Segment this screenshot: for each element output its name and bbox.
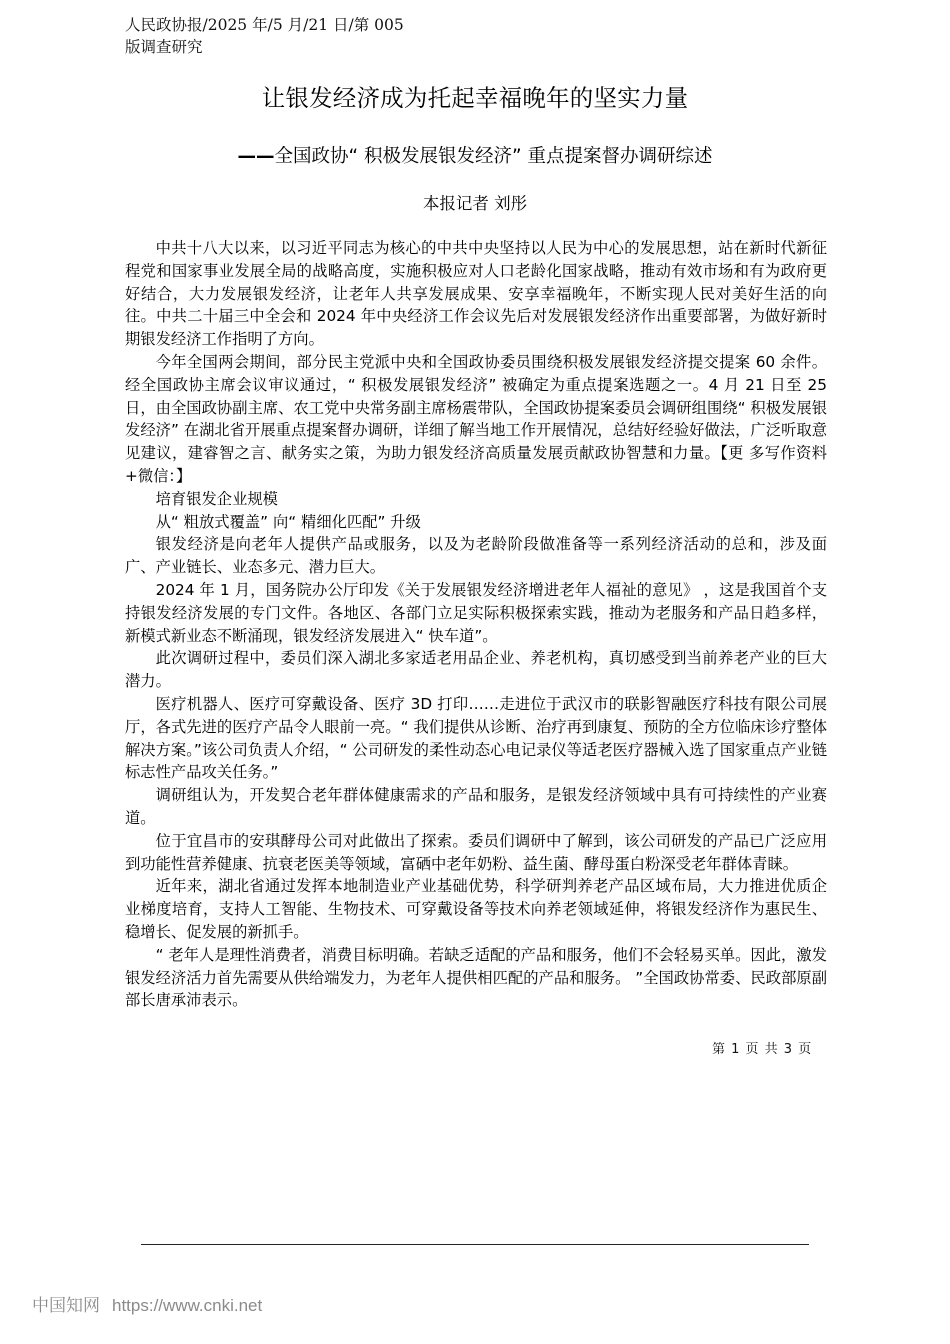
subtitle-dash: ——: [237, 146, 275, 167]
paragraph: 中共十八大以来，以习近平同志为核心的中共中央坚持以人民为中心的发展思想，站在新时代新征程党和国家事业发展全局的战略高度，实施积极应对人口老龄化国家战略，推动有效市场和有为政府更好结合，大力发展银发经济，让老年人共享发展成果、安享幸福晚年，不断实现人民对美好生活的向往。中共二十届三中全会和 2024 年中央经济工作会议先后对发展银发经济作出重要部署，为做好新时期银发经济工作指明了方向。: [125, 239, 827, 349]
source-citation: [125, 14, 404, 58]
section-heading: 培育银发企业规模: [155, 489, 278, 508]
paragraph: 医疗机器人、医疗可穿戴设备、医疗 3D 打印……走进位于武汉市的联影智融医疗科技有限公司展厅，各式先进的医疗产品令人眼前一亮。“ 我们提供从诊断、治疗再到康复、预防的全方位临床诊疗整体解决方案。”该公司负责人介绍，“ 公司研发的柔性动态心电记录仪等适老医疗器械入选了国家重点产业链标志性产品攻关任务。”: [125, 694, 827, 782]
source-line-2: 版调查研究: [125, 38, 203, 56]
article-body: [125, 237, 827, 1012]
paragraph: 2024 年 1 月，国务院办公厅印发《关于发展银发经济增进老年人福祉的意见》 ，这是我国首个支持银发经济发展的专门文件。各地区、各部门立足实际积极探索实践，推动为老服务和产品日趋多样，新模式新业态不断涌现，银发经济发展进入“ 快车道”。: [125, 580, 827, 645]
paragraph: 位于宜昌市的安琪酵母公司对此做出了探索。委员们调研中了解到，该公司研发的产品已广泛应用到功能性营养健康、抗衰老医美等领域，富硒中老年奶粉、益生菌、酵母蛋白粉深受老年群体青睐。: [125, 831, 827, 873]
article-subtitle: [0, 142, 950, 172]
watermark-url: https://www.cnki.net: [112, 1296, 263, 1315]
watermark-name: 中国知网: [32, 1296, 100, 1315]
source-line-1: 人民政协报/2025 年/5 月/21 日/第 005: [125, 16, 404, 34]
paragraph: 近年来，湖北省通过发挥本地制造业产业基础优势，科学研判养老产品区域布局，大力推进优质企业梯度培育，支持人工智能、生物技术、可穿戴设备等技术向养老领域延伸，将银发经济作为惠民生、稳增长、促发展的新抓手。: [125, 877, 827, 941]
article-title: 让银发经济成为托起幸福晚年的坚实力量: [261, 84, 689, 112]
paragraph: 此次调研过程中，委员们深入湖北多家适老用品企业、养老机构，真切感受到当前养老产业的巨大潜力。: [125, 649, 827, 691]
page-indicator: 第 1 页 共 3 页: [712, 1042, 813, 1057]
paragraph: “ 老年人是理性消费者，消费目标明确。若缺乏适配的产品和服务，他们不会轻易买单。因此，激发银发经济活力首先需要从供给端发力，为老年人提供相匹配的产品和服务。 ”全国政协常委、民政部原副部长唐承沛表示。: [125, 945, 827, 1010]
byline: 本报记者 刘彤: [422, 194, 528, 213]
section-subheading: 从“ 粗放式覆盖” 向“ 精细化匹配” 升级: [155, 512, 421, 531]
cnki-watermark: [32, 1294, 262, 1318]
paragraph: 调研组认为，开发契合老年群体健康需求的产品和服务，是银发经济领域中具有可持续性的产业赛道。: [125, 786, 827, 827]
paragraph: 银发经济是向老年人提供产品或服务，以及为老龄阶段做准备等一系列经济活动的总和，涉及面广、产业链长、业态多元、潜力巨大。: [125, 535, 827, 577]
subtitle-text: 全国政协“ 积极发展银发经济” 重点提案督办调研综述: [274, 146, 713, 167]
footer-divider: [141, 1244, 809, 1245]
paragraph: 今年全国两会期间，部分民主党派中央和全国政协委员围绕积极发展银发经济提交提案 60 余件。经全国政协主席会议审议通过，“ 积极发展银发经济” 被确定为重点提案选题之一。4 月 21 日至 25 日，由全国政协副主席、农工党中央常务副主席杨震带队，全国政协提案委员会调研组围绕“ 积极发展银发经济” 在湖北省开展重点提案督办调研，详细了解当地工作开展情况，总结好经验好做法，广泛听取意见建议，建睿智之言、献务实之策，为助力银发经济高质量发展贡献政协智慧和力量。【更 多写作资料+微信：】: [125, 352, 827, 485]
